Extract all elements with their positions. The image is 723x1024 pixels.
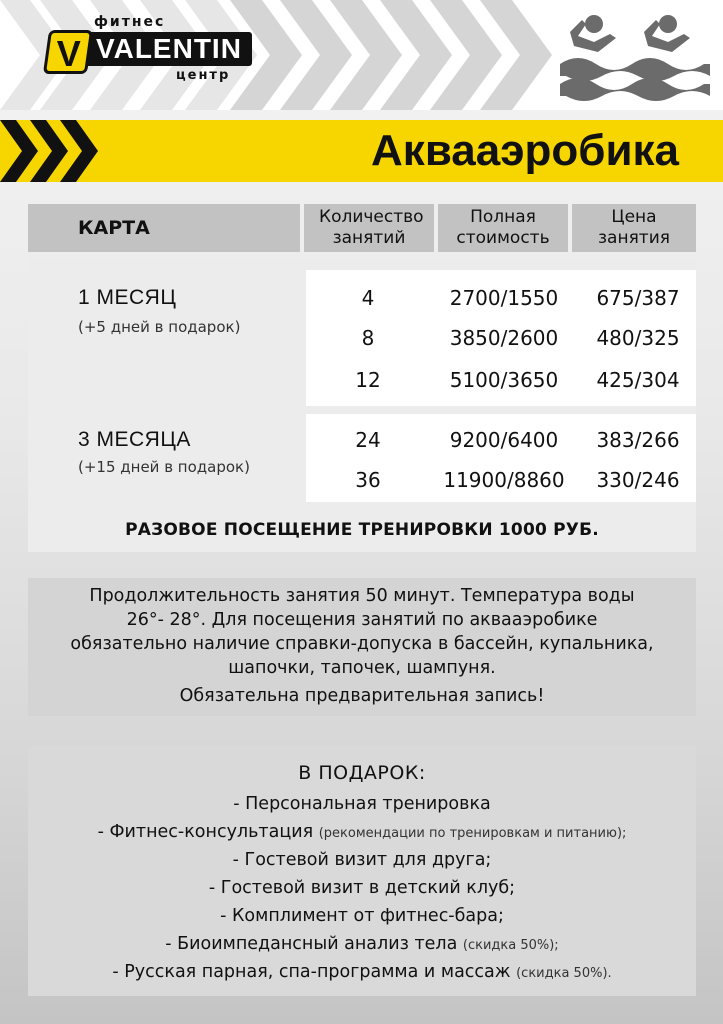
row-count: 4	[361, 286, 375, 310]
logo-v-badge	[43, 30, 93, 74]
gift-item-text: - Русская парная, спа-программа и массаж	[112, 962, 517, 982]
gift-item	[28, 846, 696, 874]
row-full-price: 2700/1550	[449, 286, 559, 310]
header-count-label: Количество занятий	[319, 207, 424, 248]
row-full-price: 5100/3650	[449, 368, 559, 392]
single-visit-price: РАЗОВОЕ ПОСЕЩЕНИЕ ТРЕНИРОВКИ 1000 РУБ.	[125, 520, 599, 540]
row-full-price: 11900/8860	[443, 468, 565, 492]
logo-bottom-word: центр	[176, 68, 231, 83]
gift-item-text: - Персональная тренировка	[233, 794, 491, 814]
row-count: 8	[361, 326, 375, 350]
header-session-price-label: Цена занятия	[598, 207, 670, 248]
plan-name: 1 МЕСЯЦ	[78, 286, 177, 309]
gift-item	[28, 958, 696, 986]
header-full-price	[438, 204, 568, 252]
booking-note: Обязательна предварительная запись!	[179, 686, 545, 706]
row-session-price: 675/387	[596, 286, 680, 310]
gift-item-text: - Комплимент от фитнес-бара;	[220, 906, 504, 926]
logo-v-letter: V	[56, 33, 81, 74]
gift-item-note: (скидка 50%).	[516, 966, 612, 981]
gift-item	[28, 790, 696, 818]
gifts-title: В ПОДАРОК:	[298, 762, 426, 784]
row-session-price: 383/266	[596, 428, 680, 452]
row-full-price: 9200/6400	[449, 428, 559, 452]
row-count: 12	[355, 368, 381, 392]
plan-name: 3 МЕСЯЦА	[78, 428, 191, 451]
logo-top-word: фитнес	[94, 14, 166, 30]
gift-item-text: - Биоимпедансный анализ тела	[165, 934, 463, 954]
row-count: 24	[355, 428, 381, 452]
row-session-price: 480/325	[596, 326, 680, 350]
gifts-list	[28, 790, 696, 986]
gift-item-note: (рекомендации по тренировкам и питанию);	[318, 826, 627, 841]
gift-item	[28, 902, 696, 930]
plan-bonus: (+5 дней в подарок)	[78, 318, 241, 336]
row-session-price: 425/304	[596, 368, 680, 392]
row-full-price: 3850/2600	[449, 326, 559, 350]
stripe-pattern	[0, 120, 200, 182]
swimmers-icon	[560, 12, 710, 102]
gift-item-text: - Фитнес-консультация	[97, 822, 319, 842]
header-count	[304, 204, 434, 252]
header	[0, 0, 723, 110]
valentin-logo[interactable]	[46, 14, 256, 84]
gift-item-text: - Гостевой визит для друга;	[232, 850, 492, 870]
header-session-price	[572, 204, 696, 252]
logo-main-word: VALENTIN	[82, 32, 252, 66]
row-count: 36	[355, 468, 381, 492]
info-panel	[28, 578, 696, 716]
gift-item	[28, 874, 696, 902]
gift-item-note: (скидка 50%);	[462, 938, 559, 953]
header-card: КАРТА	[28, 204, 300, 252]
row-session-price: 330/246	[596, 468, 680, 492]
gift-item-text: - Гостевой визит в детский клуб;	[208, 878, 516, 898]
plan-bonus: (+15 дней в подарок)	[78, 458, 250, 476]
gift-item	[28, 818, 696, 846]
header-full-price-label: Полная стоимость	[456, 207, 550, 248]
page-title: Аквааэробика	[371, 126, 679, 175]
gift-item	[28, 930, 696, 958]
gifts-panel	[28, 746, 696, 996]
info-text: Продолжительность занятия 50 минут. Температура воды 26°- 28°. Для посещения занятий по аквааэробике обязательно наличие справки-допуска в бассейн, купальника, шапочки, тапочек, шампуня.	[70, 586, 654, 678]
